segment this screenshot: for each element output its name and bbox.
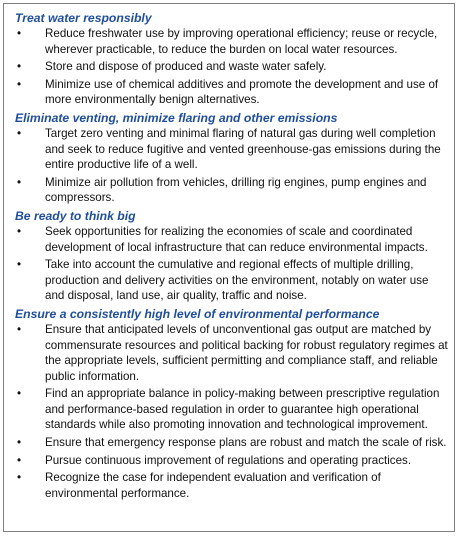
bullet-icon: • (17, 436, 22, 450)
list-item-text: Ensure that emergency response plans are robust and match the scale of risk. (45, 436, 447, 450)
list-item-text: Recognize the case for independent evaluation and verification of environmental performance. (45, 471, 381, 500)
list-item-text: Ensure that anticipated levels of unconventional gas output are matched by commensurate resources and political backing for robust regulatory regimes at the appropriate levels, sufficient permitting and compliance staff, and reliable public information. (45, 322, 448, 383)
list-item (15, 322, 448, 384)
section-emissions (15, 110, 448, 206)
bullet-list (15, 322, 448, 502)
list-item (15, 224, 448, 255)
list-item-text: Seek opportunities for realizing the economies of scale and coordinated development of local infrastructure that can reduce environmental impacts. (45, 224, 428, 254)
section-heading: Treat water responsibly (15, 11, 152, 25)
list-item-text: Target zero venting and minimal flaring of natural gas during well completion and seek to reduce fugitive and vented greenhouse-gas emissions during the entire productive life of a well. (45, 126, 441, 172)
list-item-text: Find an appropriate balance in policy-making between prescriptive regulation and performance-based regulation in order to guarantee high operational standards while also promoting innovation and technological improvement. (45, 387, 440, 432)
list-item (15, 59, 448, 75)
list-item-text: Store and dispose of produced and waste water safely. (45, 60, 327, 74)
bullet-icon: • (17, 224, 22, 238)
principles-box (3, 3, 455, 532)
bullet-icon: • (17, 60, 22, 74)
list-item-text: Take into account the cumulative and regional effects of multiple drilling, production and delivery activities on the environment, notably on water use and disposal, land use, air quality, traffic and noise. (45, 258, 429, 303)
list-item (15, 257, 448, 304)
section-heading: Be ready to think big (15, 208, 136, 223)
list-item-text: Minimize air pollution from vehicles, drilling rig engines, pump engines and compressors. (45, 175, 427, 205)
bullet-icon: • (17, 175, 22, 189)
bullet-icon: • (17, 258, 22, 272)
list-item-text: Minimize use of chemical additives and promote the development and use of more environmentally benign alternatives. (45, 77, 439, 107)
bullet-list (15, 26, 448, 108)
bullet-icon: • (17, 322, 22, 336)
list-item (15, 77, 448, 108)
list-item (15, 26, 448, 57)
bullet-icon: • (17, 126, 22, 140)
list-item (15, 470, 448, 501)
list-item (15, 386, 448, 433)
list-item (15, 453, 448, 469)
bullet-list (15, 126, 448, 206)
bullet-list (15, 224, 448, 304)
section-heading: Ensure a consistently high level of environmental performance (15, 306, 380, 321)
bullet-icon: • (17, 27, 22, 40)
bullet-icon: • (17, 453, 22, 467)
list-item-text: Reduce freshwater use by improving operational efficiency; reuse or recycle, wherever practicable, to reduce the burden on local water resources. (45, 27, 438, 56)
section-heading: Eliminate venting, minimize flaring and other emissions (15, 110, 338, 125)
list-item (15, 435, 448, 451)
bullet-icon: • (17, 471, 22, 485)
section-think-big (15, 208, 448, 304)
list-item (15, 175, 448, 206)
bullet-icon: • (17, 77, 22, 91)
section-water (15, 10, 448, 108)
list-item (15, 126, 448, 173)
bullet-icon: • (17, 387, 22, 401)
list-item-text: Pursue continuous improvement of regulations and operating practices. (45, 453, 412, 467)
section-performance (15, 306, 448, 502)
